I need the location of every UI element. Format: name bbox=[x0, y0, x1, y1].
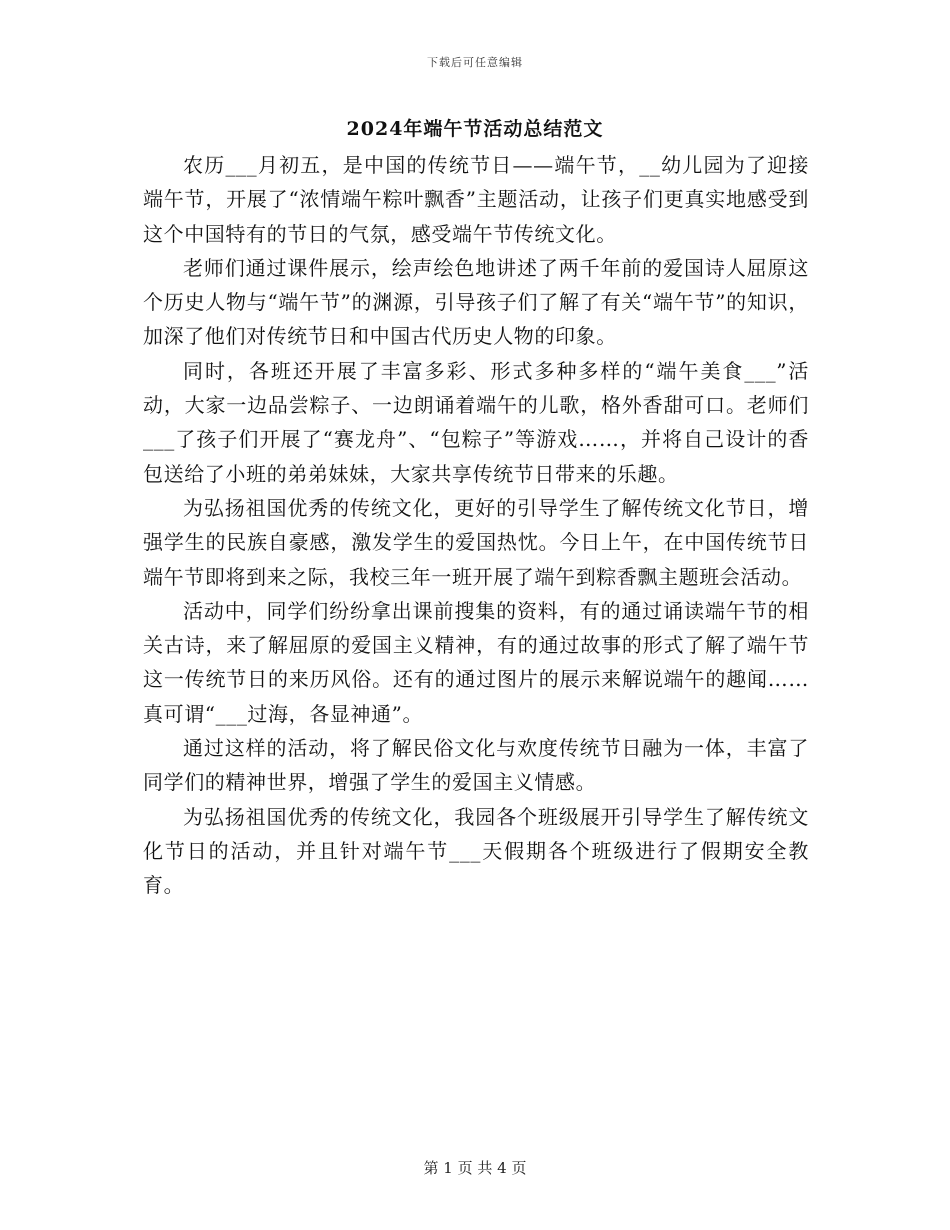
body-paragraph-6: 通过这样的活动，将了解民俗文化与欢度传统节日融为一体，丰富了同学们的精神世界，增强了学生的爱国主义情感。 bbox=[143, 736, 809, 795]
body-paragraph-1: 农历___月初五，是中国的传统节日——端午节，__幼儿园为了迎接端午节，开展了“浓情端午粽叶飘香”主题活动，让孩子们更真实地感受到这个中国特有的节日的气氛，感受端午节传统文化。 bbox=[143, 153, 809, 246]
document-title: 2024年端午节活动总结范文 bbox=[346, 118, 604, 140]
page-number-footer: 第 1 页 共 4 页 bbox=[423, 1159, 527, 1177]
body-paragraph-7: 为弘扬祖国优秀的传统文化，我园各个班级展开引导学生了解传统文化节日的活动，并且针对端午节___天假期各个班级进行了假期安全教育。 bbox=[143, 804, 809, 898]
body-paragraph-2: 老师们通过课件展示，绘声绘色地讲述了两千年前的爱国诗人屈原这个历史人物与“端午节”的渊源，引导孩子们了解了有关“端午节”的知识，加深了他们对传统节日和中国古代历史人物的印象。 bbox=[143, 255, 809, 349]
body-paragraph-4: 为弘扬祖国优秀的传统文化，更好的引导学生了解传统文化节日，增强学生的民族自豪感，激发学生的爱国热忱。今日上午，在中国传统节日端午节即将到来之际，我校三年一班开展了端午到粽香飘主题班会活动。 bbox=[143, 495, 809, 589]
body-paragraph-5: 活动中，同学们纷纷拿出课前搜集的资料，有的通过诵读端午节的相关古诗，来了解屈原的爱国主义精神，有的通过故事的形式了解了端午节这一传统节日的来历风俗。还有的通过图片的展示来解说端午的趣闻……真可谓“___过海，各显神通”。 bbox=[143, 598, 809, 726]
page-header-note: 下载后可任意编辑 bbox=[427, 56, 523, 69]
body-paragraph-3: 同时，各班还开展了丰富多彩、形式多种多样的“端午美食___”活动，大家一边品尝粽子、一边朗诵着端午的儿歌，格外香甜可口。老师们___了孩子们开展了“赛龙舟”、“包粽子”等游戏……，并将自己设计的香包送给了小班的弟弟妹妹，大家共享传统节日带来的乐趣。 bbox=[143, 358, 809, 486]
document-body bbox=[143, 148, 809, 903]
